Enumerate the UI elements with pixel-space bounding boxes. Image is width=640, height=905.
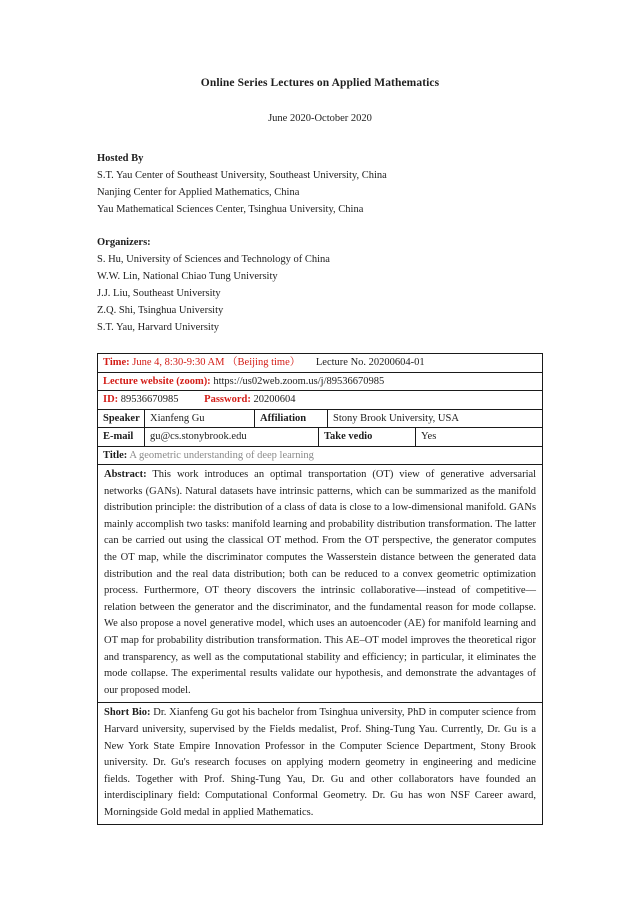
talk-title-label: Title:: [103, 449, 128, 461]
take-video-value: Yes: [416, 428, 543, 447]
hosted-by-item: Nanjing Center for Applied Mathematics, China: [97, 187, 300, 198]
organizer-item: S. Hu, University of Sciences and Technology of China: [97, 254, 330, 265]
email-value: gu@cs.stonybrook.edu: [145, 428, 319, 447]
organizer-item: W.W. Lin, National Chiao Tung University: [97, 271, 278, 282]
short-bio-label: Short Bio:: [104, 707, 151, 719]
affiliation-value: Stony Brook University, USA: [328, 409, 543, 428]
speaker-label: Speaker: [98, 409, 145, 428]
short-bio-text: Dr. Xianfeng Gu got his bachelor from Tsinghua university, PhD in computer science from Harvard university, supervised by the Fields medalist, Prof. Shing-Tung Yau. Currently, Dr. Gu is a New York State Empire Innovation Professor in the Computer Science Department, Stony Brook university. Dr. Gu's research focuses on applying modern geometry in engineering and medicine fields. Together with Prof. Shing-Tung Yau, Dr. Gu and other collaborators have founded an interdisciplinary field: Computational Conformal Geometry. Dr. Gu has won NSF Career award, Morningside Gold medal in applied Mathematics.: [104, 707, 537, 818]
password-label: Password:: [204, 394, 251, 405]
talk-title-value: A geometric understanding of deep learning: [129, 449, 314, 461]
table-row-short-bio: [98, 703, 543, 825]
lecture-number: Lecture No. 20200604-01: [315, 357, 425, 368]
organizer-item: J.J. Liu, Southeast University: [97, 288, 221, 299]
table-row-title: [98, 446, 543, 465]
organizer-item: Z.Q. Shi, Tsinghua University: [97, 305, 224, 316]
time-label: Time:: [103, 357, 130, 368]
lecture-info-table: [97, 353, 543, 825]
table-row-time: [98, 354, 543, 373]
password-value: 20200604: [253, 394, 296, 405]
hosted-by-heading: Hosted By: [97, 153, 144, 164]
abstract-text: This work introduces an optimal transportation (OT) view of generative adversarial networks (GANs). Natural datasets have intrinsic patterns, which can be summarized as the manifold distribution principle: the distribution of a class of data is close to a low-dimensional manifold. GANs mainly accomplish two tasks: manifold learning and probability distribution transformation. The latter can be carried out using the classical OT method. From the OT perspective, the generator computes the OT map, while the discriminator computes the Wasserstein distance between the generated data distribution and the real data distribution; both can be reduced to a convex geometric optimization process. Furthermore, OT theory discovers the intrinsic collaborative—instead of competitive—relation between the generator and the discriminator, and the fundamental reason for mode collapse. We also propose a novel generative model, which uses an autoencoder (AE) for manifold learning and OT map for probability distribution transformation. This AE–OT model improves the theoretical rigor and transparency, as well as the computational stability and efficiency; in particular, it eliminates the mode collapse. The experimental results validate our hypothesis, and demonstrate the advantages of our proposed model.: [104, 469, 537, 696]
page-title: Online Series Lectures on Applied Mathematics: [200, 77, 440, 89]
website-url: https://us02web.zoom.us/j/89536670985: [213, 375, 385, 387]
affiliation-label: Affiliation: [255, 409, 328, 428]
take-video-label: Take vedio: [319, 428, 416, 447]
website-label: Lecture website (zoom):: [103, 375, 211, 387]
time-value: June 4, 8:30-9:30 AM （Beijing time）: [132, 357, 301, 368]
abstract-label: Abstract:: [104, 469, 147, 480]
table-row-email: [98, 428, 543, 447]
meeting-id-value: 89536670985: [120, 394, 179, 405]
speaker-value: Xianfeng Gu: [145, 409, 255, 428]
email-label: E-mail: [98, 428, 145, 447]
date-range: June 2020-October 2020: [268, 113, 372, 124]
hosted-by-item: Yau Mathematical Sciences Center, Tsinghua University, China: [97, 204, 364, 215]
meeting-id-label: ID:: [103, 394, 119, 405]
table-row-abstract: [98, 465, 543, 703]
document-body: [97, 150, 542, 825]
organizer-item: S.T. Yau, Harvard University: [97, 322, 220, 333]
table-row-speaker: [98, 409, 543, 428]
table-row-id-password: [98, 391, 543, 410]
hosted-by-item: S.T. Yau Center of Southeast University, Southeast University, China: [97, 170, 387, 181]
organizers-heading: Organizers:: [97, 237, 151, 248]
table-row-website: [98, 372, 543, 391]
